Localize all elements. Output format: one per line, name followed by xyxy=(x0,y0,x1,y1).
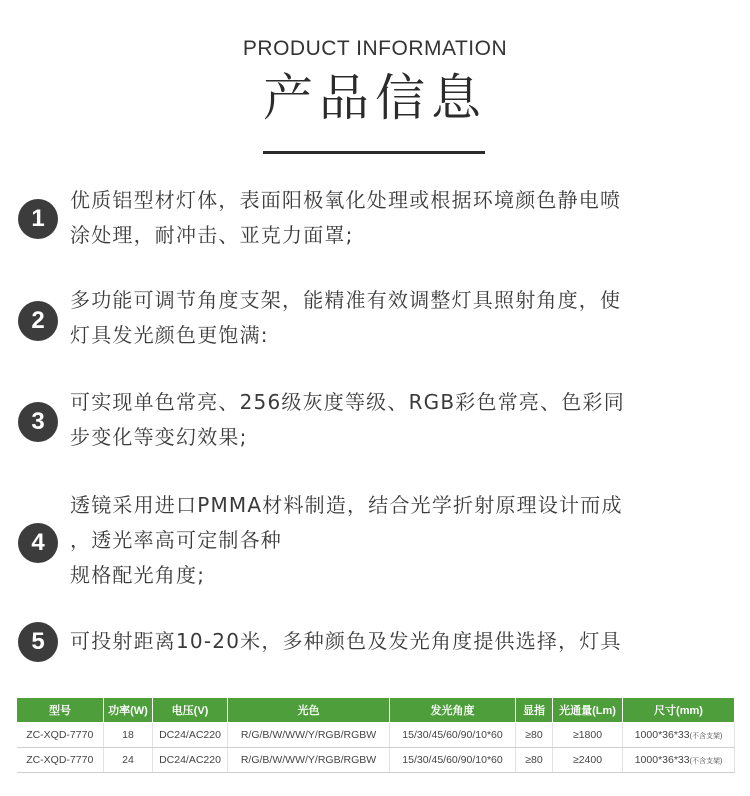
cell-luminous-flux: ≥1800 xyxy=(553,723,623,748)
column-header-power: 功率(W) xyxy=(104,698,153,723)
cell-beam-angle: 15/30/45/60/90/10*60 xyxy=(390,723,516,748)
cell-model: ZC-XQD-7770 xyxy=(17,748,104,773)
number-badge: 2 xyxy=(18,301,58,341)
cell-light-color: R/G/B/W/WW/Y/RGB/RGBW xyxy=(228,723,390,748)
cell-luminous-flux: ≥2400 xyxy=(553,748,623,773)
column-header-size: 尺寸(mm) xyxy=(623,698,735,723)
header-title-en: PRODUCT INFORMATION xyxy=(242,37,508,60)
size-note: (不含支架) xyxy=(689,758,723,765)
column-header-model: 型号 xyxy=(17,698,104,723)
cell-cri: ≥80 xyxy=(516,748,553,773)
cell-power: 24 xyxy=(104,748,153,773)
spec-table xyxy=(16,697,735,773)
column-header-cri: 显指 xyxy=(516,698,553,723)
table-row xyxy=(17,748,735,773)
feature-text: 透镜采用进口PMMA材料制造，结合光学折射原理设计而成 ，透光率高可定制各种 规格配光角度; xyxy=(70,493,623,587)
cell-voltage: DC24/AC220 xyxy=(153,748,228,773)
cell-size xyxy=(623,723,735,748)
cell-cri: ≥80 xyxy=(516,723,553,748)
cell-power: 18 xyxy=(104,723,153,748)
cell-model: ZC-XQD-7770 xyxy=(17,723,104,748)
cell-light-color: R/G/B/W/WW/Y/RGB/RGBW xyxy=(228,748,390,773)
feature-text: 可投射距离10-20米，多种颜色及发光角度提供选择，灯具 xyxy=(70,629,622,653)
table-row xyxy=(17,723,735,748)
number-badge: 4 xyxy=(18,523,58,563)
number-badge: 5 xyxy=(18,622,58,662)
feature-text: 优质铝型材灯体，表面阳极氧化处理或根据环境颜色静电喷 涂处理，耐冲击、亚克力面罩; xyxy=(70,188,622,247)
header-divider xyxy=(263,151,485,154)
cell-voltage: DC24/AC220 xyxy=(153,723,228,748)
number-badge: 1 xyxy=(18,199,58,239)
feature-text: 多功能可调节角度支架，能精准有效调整灯具照射角度，使 灯具发光颜色更饱满: xyxy=(70,288,622,347)
column-header-beam-angle: 发光角度 xyxy=(390,698,516,723)
number-badge: 3 xyxy=(18,402,58,442)
column-header-light-color: 光色 xyxy=(228,698,390,723)
table-header-row xyxy=(17,698,735,723)
cell-beam-angle: 15/30/45/60/90/10*60 xyxy=(390,748,516,773)
size-value: 1000*36*33 xyxy=(634,729,690,741)
size-value: 1000*36*33 xyxy=(634,754,690,766)
feature-text: 可实现单色常亮、256级灰度等级、RGB彩色常亮、色彩同 步变化等变幻效果; xyxy=(70,390,625,449)
size-note: (不含支架) xyxy=(689,733,723,740)
cell-size xyxy=(623,748,735,773)
column-header-voltage: 电压(V) xyxy=(153,698,228,723)
header-title-zh: 产品信息 xyxy=(263,69,487,127)
column-header-luminous-flux: 光通量(Lm) xyxy=(553,698,623,723)
